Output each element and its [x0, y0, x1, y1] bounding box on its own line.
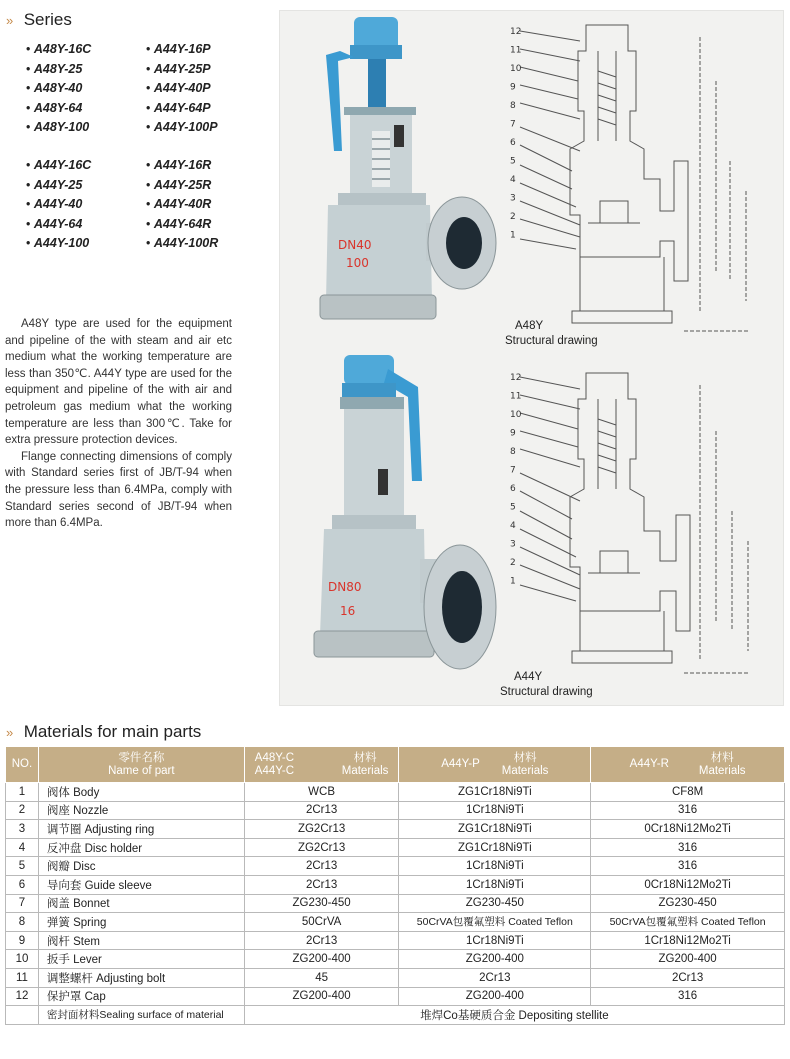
cell-r: 316 [591, 987, 785, 1006]
cell-no: 9 [6, 931, 39, 950]
cell-no: 3 [6, 820, 39, 839]
callout-number: 8 [510, 447, 516, 457]
cell-r: 316 [591, 857, 785, 876]
cell-r: ZG230-450 [591, 894, 785, 913]
header-model-a44y-p: A44Y-P [441, 758, 480, 770]
cell-p: ZG1Cr18Ni9Ti [399, 820, 591, 839]
callout-number: 3 [510, 539, 516, 550]
callout-number: 4 [510, 521, 516, 531]
drawing-caption-a48y [505, 319, 598, 349]
structural-drawing-a48y [520, 25, 750, 331]
callout-number: 6 [510, 484, 516, 494]
drawing-caption-a48y-model: A48Y [515, 320, 544, 332]
cell-r: 2Cr13 [591, 968, 785, 987]
cell-name: 扳手 Lever [38, 950, 244, 969]
description-paragraph-2: Flange connecting dimensions of comply with Standard series first of JB/T-94 when the pressure less than 6.4MPa, comply with Standard series second of JB/T-94 when more than 6.4MPa. [5, 450, 232, 530]
cell-no: 6 [6, 875, 39, 894]
drawing-caption-a44y-text: Structural drawing [500, 686, 593, 698]
callout-number: 11 [510, 45, 522, 56]
valve-a44y-photo [314, 355, 496, 669]
section-marker-icon: » [6, 13, 14, 28]
cell-r: 0Cr18Ni12Mo2Ti [591, 820, 785, 839]
cell-no: 10 [6, 950, 39, 969]
table-footer-row [6, 1006, 785, 1025]
cell-p: 1Cr18Ni9Ti [399, 931, 591, 950]
valve-a48y-photo [320, 17, 496, 319]
table-row [6, 875, 785, 894]
cell-c: WCB [244, 783, 399, 802]
product-image-panel [279, 10, 784, 706]
cell-no: 5 [6, 857, 39, 876]
callout-number: 7 [510, 465, 516, 476]
cell-c: ZG2Cr13 [244, 820, 399, 839]
callout-number: 5 [510, 156, 516, 167]
footer-value: 堆焊Co基硬质合金 Depositing stellite [244, 1006, 784, 1025]
callout-number: 9 [510, 82, 516, 93]
valve1-plate-dn: DN40 [338, 238, 372, 252]
materials-table [5, 746, 785, 1025]
table-row [6, 801, 785, 820]
header-model-a44y-c: A44Y-C [254, 764, 294, 777]
cell-p: 1Cr18Ni9Ti [399, 875, 591, 894]
cell-p: ZG200-400 [399, 950, 591, 969]
cell-r: CF8M [591, 783, 785, 802]
table-row [6, 987, 785, 1006]
table-row [6, 838, 785, 857]
cell-name: 调整螺杆 Adjusting bolt [38, 968, 244, 987]
cell-name: 弹簧 Spring [38, 913, 244, 932]
cell-no: 11 [6, 968, 39, 987]
cell-name: 导向套 Guide sleeve [38, 875, 244, 894]
header-materials-cn: 材料 [353, 751, 377, 764]
header-materials-en: Materials [698, 764, 746, 777]
structural-drawing-a44y [520, 373, 750, 673]
cell-name: 阀杆 Stem [38, 931, 244, 950]
series-item: • A44Y-16P [146, 40, 218, 60]
series-col2-group2 [146, 156, 218, 254]
callout-number: 2 [510, 558, 516, 568]
cell-p: 1Cr18Ni9Ti [399, 801, 591, 820]
callout-number: 7 [510, 119, 516, 130]
series-item: • A44Y-64P [146, 99, 218, 119]
cell-name: 调节圈 Adjusting ring [38, 820, 244, 839]
series-item: • A44Y-16R [146, 156, 218, 176]
materials-header [6, 722, 201, 742]
series-item: • A44Y-25R [146, 176, 218, 196]
callout-number: 8 [510, 101, 516, 111]
series-item: • A44Y-40P [146, 79, 218, 99]
header-name-cn: 零件名称 [118, 751, 165, 764]
cell-p: ZG1Cr18Ni9Ti [399, 783, 591, 802]
table-row [6, 968, 785, 987]
callout-number: 1 [510, 230, 516, 241]
valve1-plate-pn: 100 [346, 256, 369, 270]
cell-no: 12 [6, 987, 39, 1006]
series-col2-group1 [146, 40, 218, 138]
series-item: • A44Y-40 [26, 195, 91, 215]
series-item: • A44Y-25 [26, 176, 91, 196]
header-materials-c [244, 747, 399, 783]
valve2-plate-pn: 16 [340, 604, 356, 618]
series-item: • A48Y-40 [26, 79, 91, 99]
cell-c: ZG230-450 [244, 894, 399, 913]
series-item: • A44Y-100P [146, 118, 218, 138]
cell-c: ZG2Cr13 [244, 838, 399, 857]
cell-p: ZG1Cr18Ni9Ti [399, 838, 591, 857]
cell-c: 2Cr13 [244, 931, 399, 950]
header-materials-cn: 材料 [513, 751, 537, 764]
table-row [6, 820, 785, 839]
callout-number: 5 [510, 502, 516, 513]
cell-r: 0Cr18Ni12Mo2Ti [591, 875, 785, 894]
callout-number: 3 [510, 193, 516, 204]
callout-number: 2 [510, 212, 516, 222]
series-item: • A44Y-16C [26, 156, 91, 176]
cell-p: ZG200-400 [399, 987, 591, 1006]
cell-r: ZG200-400 [591, 950, 785, 969]
series-col1-group2 [26, 156, 91, 254]
series-item: • A48Y-25 [26, 60, 91, 80]
footer-no-cell [6, 1006, 39, 1025]
description [5, 316, 232, 532]
header-materials-p [399, 747, 591, 783]
callout-number: 12 [510, 27, 522, 37]
callout-number: 1 [510, 576, 516, 587]
header-no: NO. [6, 747, 39, 783]
cell-name: 反冲盘 Disc holder [38, 838, 244, 857]
table-row [6, 894, 785, 913]
header-name-of-part [38, 747, 244, 783]
callout-number: 10 [510, 410, 522, 420]
table-row [6, 931, 785, 950]
callout-number: 10 [510, 64, 522, 74]
cell-name: 阀盖 Bonnet [38, 894, 244, 913]
cell-c: 2Cr13 [244, 801, 399, 820]
callout-number: 6 [510, 138, 516, 148]
cell-c: 2Cr13 [244, 857, 399, 876]
materials-title: Materials for main parts [23, 722, 202, 741]
section-marker-icon: » [6, 725, 14, 740]
cell-c: 45 [244, 968, 399, 987]
series-item: • A48Y-100 [26, 118, 91, 138]
table-row [6, 857, 785, 876]
valve2-plate-dn: DN80 [328, 580, 362, 594]
description-paragraph-1: A48Y type are used for the equipment and pipeline of the with steam and air etc medium what the working temperature are less than 350℃. A44Y type are used for the equipment and pipeline of the with air and petroleum gas medium what the working temperature are less than 300℃. Take for extra pressure protection devices. [5, 318, 232, 447]
header-name-en: Name of part [108, 764, 175, 777]
cell-name: 保护罩 Cap [38, 987, 244, 1006]
callout-number: 11 [510, 391, 522, 402]
cell-c: 50CrVA [244, 913, 399, 932]
series-header [6, 10, 72, 30]
table-row [6, 783, 785, 802]
cell-p: 50CrVA包覆氟塑料 Coated Teflon [399, 913, 591, 932]
header-materials-r [591, 747, 785, 783]
series-item: • A44Y-40R [146, 195, 218, 215]
callout-number: 12 [510, 373, 522, 383]
cell-r: 316 [591, 838, 785, 857]
series-item: • A44Y-64R [146, 215, 218, 235]
cell-no: 7 [6, 894, 39, 913]
cell-c: ZG200-400 [244, 987, 399, 1006]
cell-p: 2Cr13 [399, 968, 591, 987]
cell-c: ZG200-400 [244, 950, 399, 969]
table-row [6, 913, 785, 932]
table-header-row [6, 747, 785, 783]
callouts-top [510, 27, 522, 241]
series-item: • A44Y-100R [146, 234, 218, 254]
cell-name: 阀座 Nozzle [38, 801, 244, 820]
callouts-bottom [510, 373, 522, 587]
series-item: • A44Y-100 [26, 234, 91, 254]
series-item: • A44Y-25P [146, 60, 218, 80]
footer-label: 密封面材料Sealing surface of material [38, 1006, 244, 1025]
drawing-caption-a44y-model: A44Y [514, 671, 543, 683]
cell-r: 316 [591, 801, 785, 820]
cell-no: 1 [6, 783, 39, 802]
series-col1-group1 [26, 40, 91, 138]
callout-number: 9 [510, 428, 516, 439]
cell-p: 1Cr18Ni9Ti [399, 857, 591, 876]
cell-name: 阀瓣 Disc [38, 857, 244, 876]
series-title: Series [23, 10, 72, 29]
header-model-a44y-r: A44Y-R [629, 758, 669, 770]
header-model-a48y-c: A48Y-C [254, 751, 294, 764]
table-row [6, 950, 785, 969]
cell-name: 阀体 Body [38, 783, 244, 802]
header-materials-cn: 材料 [710, 751, 734, 764]
materials-table-body [6, 783, 785, 1006]
header-materials-en: Materials [501, 764, 549, 777]
cell-r: 1Cr18Ni12Mo2Ti [591, 931, 785, 950]
header-materials-en: Materials [341, 764, 389, 777]
series-item: • A48Y-16C [26, 40, 91, 60]
callout-number: 4 [510, 175, 516, 185]
cell-c: 2Cr13 [244, 875, 399, 894]
cell-no: 8 [6, 913, 39, 932]
drawing-caption-a48y-text: Structural drawing [505, 335, 598, 347]
series-item: • A44Y-64 [26, 215, 91, 235]
drawing-caption-a44y [500, 670, 593, 700]
series-item: • A48Y-64 [26, 99, 91, 119]
cell-r: 50CrVA包覆氟塑料 Coated Teflon [591, 913, 785, 932]
cell-no: 2 [6, 801, 39, 820]
product-illustration [280, 11, 785, 707]
cell-p: ZG230-450 [399, 894, 591, 913]
cell-no: 4 [6, 838, 39, 857]
